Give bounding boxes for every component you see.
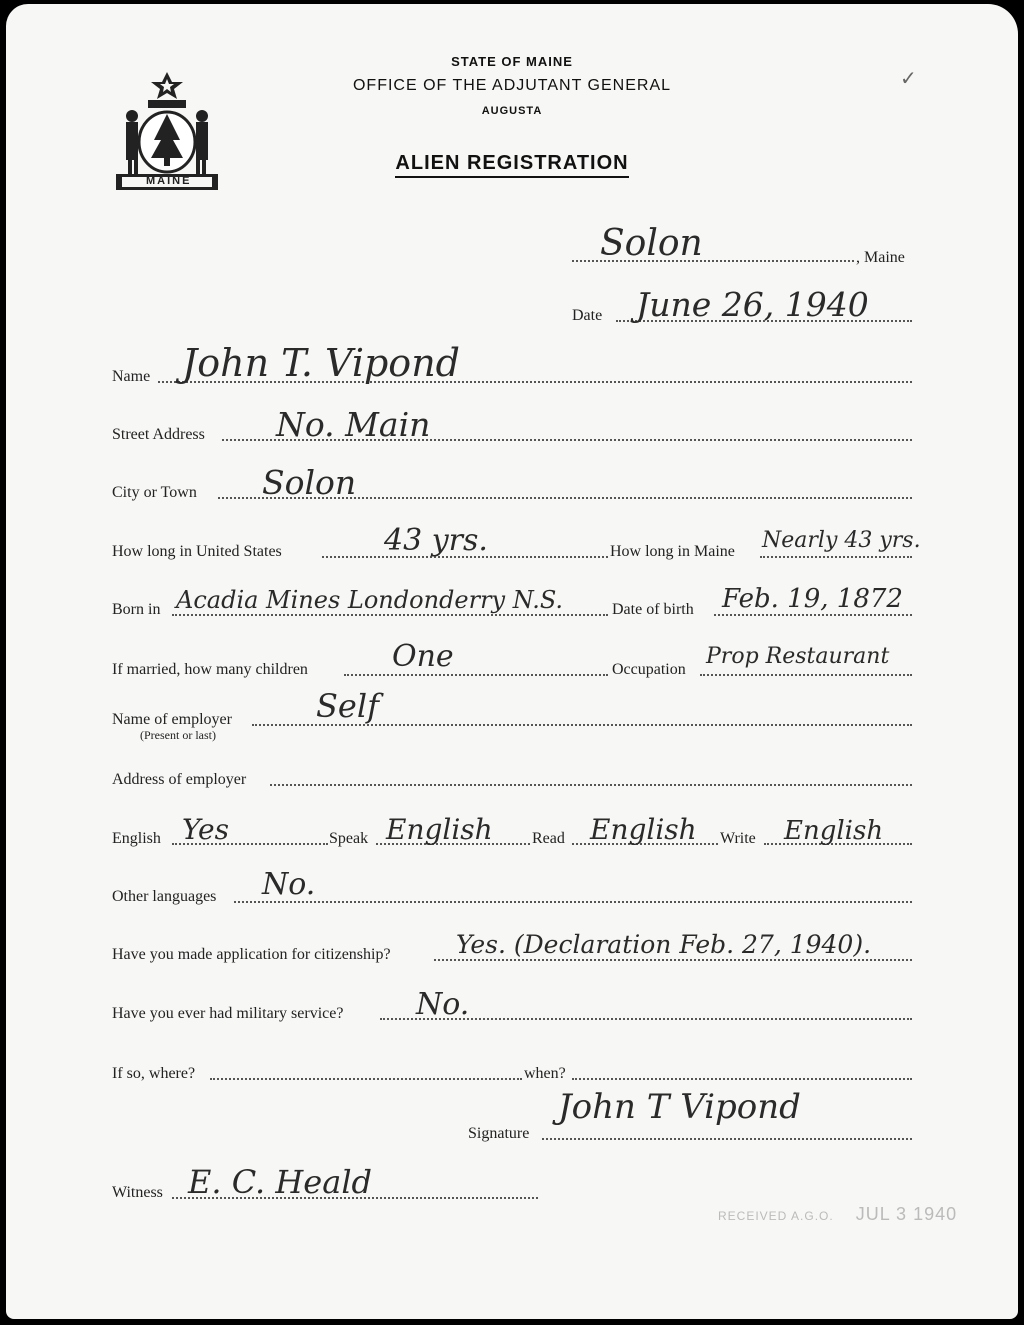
witness-value: E. C. Heald [188,1163,373,1201]
city-value: Solon [262,463,357,502]
children-label: If married, how many children [112,661,308,678]
employer-note: (Present or last) [140,728,216,742]
date-label: Date [572,307,603,324]
born-in-label: Born in [112,601,161,618]
header-city: AUGUSTA [481,105,543,117]
witness-label: Witness [112,1184,163,1201]
registration-form [6,4,1018,1319]
english-label: English [112,830,161,847]
citizenship-line [434,959,912,961]
when-label: when? [524,1065,566,1082]
received-stamp-date: JUL 3 1940 [855,1204,958,1224]
name-value: John T. Vipond [182,341,460,385]
date-of-birth-label: Date of birth [612,601,694,618]
occupation-label: Occupation [612,661,686,678]
street-label: Street Address [112,426,205,443]
seal-banner-text: MAINE [146,175,192,187]
born-in-value: Acadia Mines Londonderry N.S. [176,586,564,614]
when-line [572,1078,912,1080]
maine-label: , Maine [856,249,905,266]
employer-label: Name of employer [112,711,232,728]
occupation-value: Prop Restaurant [706,644,890,669]
name-label: Name [112,368,151,385]
received-stamp-text: RECEIVED A.G.O. [718,1209,834,1223]
how-long-maine-label: How long in Maine [610,543,735,560]
town-value: Solon [600,223,703,264]
page-title-text: ALIEN REGISTRATION [395,152,628,178]
received-stamp [718,1204,957,1225]
check-mark: ✓ [900,66,917,90]
city-label: City or Town [112,484,197,501]
where-label: If so, where? [112,1065,196,1082]
employer-address-line [270,784,912,786]
other-languages-label: Other languages [112,888,217,905]
how-long-us-value: 43 yrs. [384,523,488,558]
children-line [344,674,608,676]
other-languages-value: No. [262,867,316,902]
signature-value: John T Vipond [558,1087,801,1127]
where-line [210,1078,522,1080]
date-of-birth-value: Feb. 19, 1872 [722,584,903,614]
how-long-us-label: How long in United States [112,543,282,560]
employer-address-label: Address of employer [112,771,247,788]
write-value: English [784,816,884,846]
signature-line [542,1138,912,1140]
citizenship-value: Yes. (Declaration Feb. 27, 1940). [456,930,872,959]
occupation-line [700,674,912,676]
street-value: No. Main [276,405,431,444]
date-value: June 26, 1940 [636,285,869,324]
military-value: No. [416,987,470,1022]
date-of-birth-line [714,614,912,616]
how-long-maine-value: Nearly 43 yrs. [762,528,921,553]
header-state: STATE OF MAINE [451,54,573,69]
read-value: English [590,813,697,846]
header-office: OFFICE OF THE ADJUTANT GENERAL [352,77,672,94]
write-label: Write [720,830,756,847]
children-value: One [392,639,454,674]
other-languages-line [234,901,912,903]
citizenship-label: Have you made application for citizenship? [112,946,391,963]
how-long-maine-line [760,556,912,558]
born-in-line [172,614,608,616]
english-value: Yes [182,813,229,846]
signature-label: Signature [468,1125,530,1142]
page-title [6,152,1018,175]
employer-value: Self [316,687,379,725]
speak-label: Speak [329,830,369,847]
read-label: Read [532,830,565,847]
speak-value: English [386,813,493,846]
military-label: Have you ever had military service? [112,1005,344,1022]
